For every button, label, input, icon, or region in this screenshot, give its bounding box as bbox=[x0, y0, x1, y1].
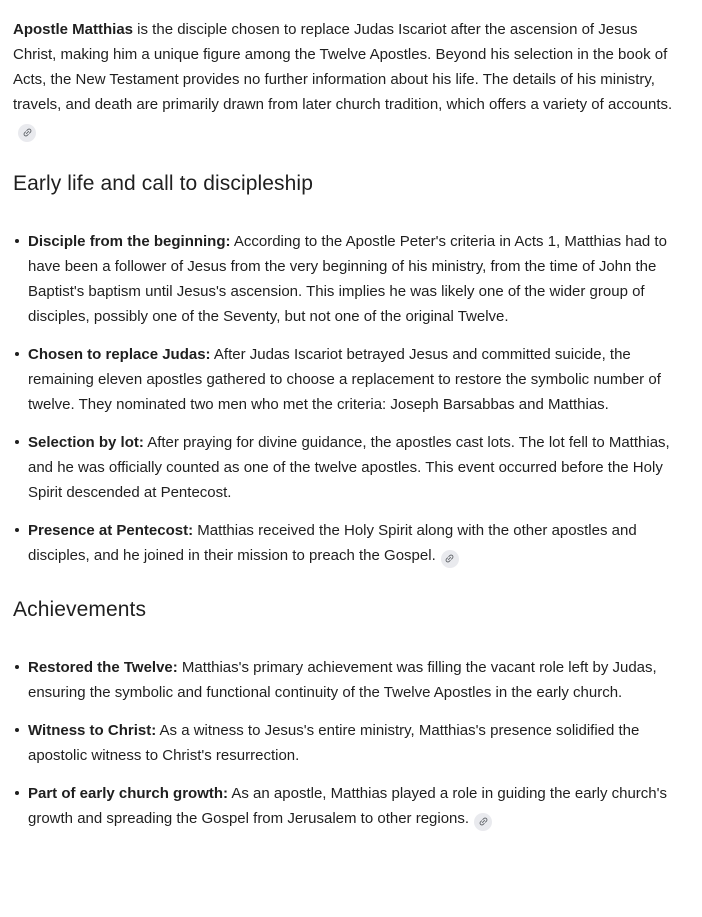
item-lead: Selection by lot: bbox=[28, 434, 144, 451]
early-life-list bbox=[13, 229, 676, 568]
section-heading-early-life: Early life and call to discipleship bbox=[13, 172, 313, 195]
item-lead: Presence at Pentecost: bbox=[28, 522, 194, 539]
item-lead: Chosen to replace Judas: bbox=[28, 346, 211, 363]
list-item bbox=[13, 229, 676, 329]
list-item bbox=[13, 718, 676, 768]
bullet-dot bbox=[15, 665, 19, 669]
source-link-chip[interactable] bbox=[474, 813, 492, 831]
source-link-chip[interactable] bbox=[441, 550, 459, 568]
item-text: According to the Apostle Peter's criteria in Acts 1, Matthias had to have been a follower of Jesus from the very beginning of his ministry, from the time of John the Baptist's baptism until Jesus's ascension. This implies he was likely one of the wider group of disciples, possibly one of the Seventy, but not one of the original Twelve. bbox=[28, 233, 667, 325]
item-text: As a witness to Jesus's entire ministry, Matthias's presence solidified the apostolic witness to Christ's resurrection. bbox=[28, 722, 640, 764]
intro-paragraph bbox=[13, 17, 676, 142]
bullet-dot bbox=[15, 528, 19, 532]
bullet-dot bbox=[15, 728, 19, 732]
item-lead: Disciple from the beginning: bbox=[28, 233, 231, 250]
list-item bbox=[13, 518, 676, 568]
link-icon bbox=[22, 127, 33, 138]
bullet-dot bbox=[15, 239, 19, 243]
link-icon bbox=[478, 816, 489, 827]
item-text: After praying for divine guidance, the apostles cast lots. The lot fell to Matthias, and he was officially counted as one of the twelve apostles. This event occurred before the Holy Spirit descended at Pentecost. bbox=[28, 434, 670, 501]
bullet-dot bbox=[15, 791, 19, 795]
section-heading-achievements: Achievements bbox=[13, 598, 147, 621]
item-text: As an apostle, Matthias played a role in guiding the early church's growth and spreading the Gospel from Jerusalem to other regions. bbox=[28, 785, 668, 827]
intro-text: is the disciple chosen to replace Judas Iscariot after the ascension of Jesus Christ, making him a unique figure among the Twelve Apostles. Beyond his selection in the book of Acts, the New Testament provides no further information about his life. The details of his ministry, travels, and death are primarily drawn from later church tradition, which offers a variety of accounts. bbox=[13, 21, 673, 113]
item-lead: Part of early church growth: bbox=[28, 785, 229, 802]
intro-lead: Apostle Matthias bbox=[13, 21, 134, 38]
list-item bbox=[13, 430, 676, 505]
source-link-chip[interactable] bbox=[18, 124, 36, 142]
list-item bbox=[13, 781, 676, 831]
item-text: After Judas Iscariot betrayed Jesus and committed suicide, the remaining eleven apostles gathered to choose a replacement to restore the symbolic number of twelve. They nominated two men who met the criteria: Joseph Barsabbas and Matthias. bbox=[28, 346, 661, 413]
item-text: Matthias's primary achievement was filling the vacant role left by Judas, ensuring the symbolic and functional continuity of the Twelve Apostles in the early church. bbox=[28, 659, 657, 701]
bullet-dot bbox=[15, 440, 19, 444]
link-icon bbox=[444, 553, 455, 564]
bullet-dot bbox=[15, 352, 19, 356]
list-item bbox=[13, 655, 676, 705]
item-text: Matthias received the Holy Spirit along with the other apostles and disciples, and he joined in their mission to preach the Gospel. bbox=[28, 522, 637, 564]
list-item bbox=[13, 342, 676, 417]
item-lead: Restored the Twelve: bbox=[28, 659, 178, 676]
achievements-list bbox=[13, 655, 676, 831]
item-lead: Witness to Christ: bbox=[28, 722, 157, 739]
